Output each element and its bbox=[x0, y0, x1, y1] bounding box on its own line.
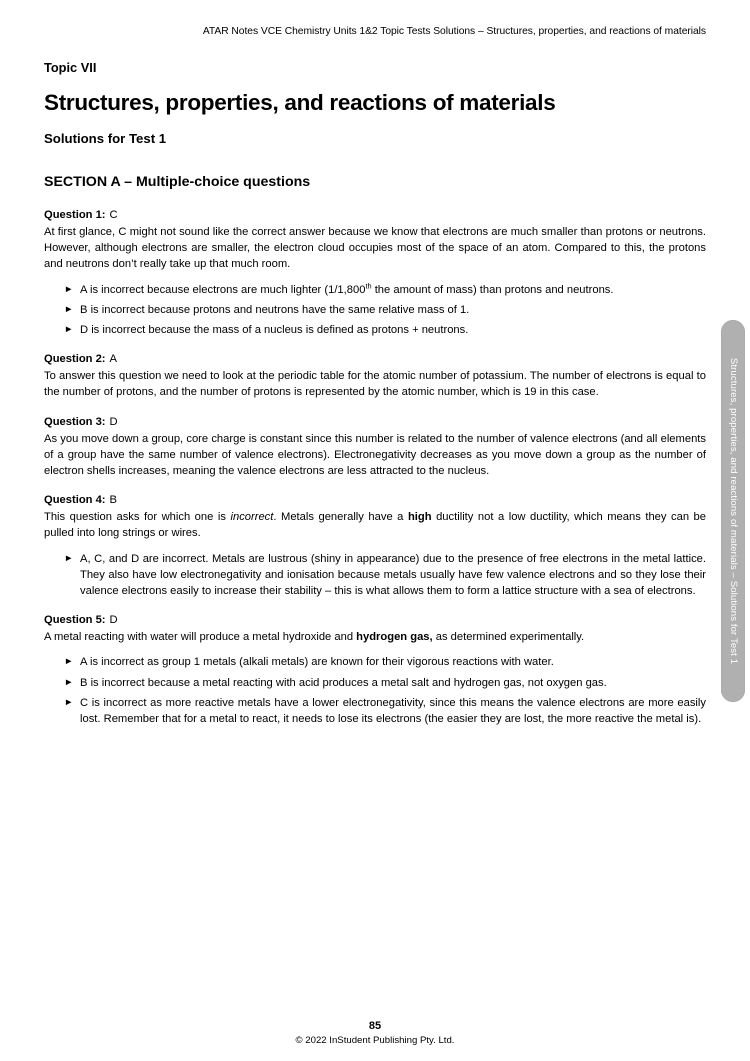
question-block bbox=[44, 415, 706, 480]
question-answer: D bbox=[109, 614, 118, 627]
question-heading bbox=[44, 613, 706, 628]
question-heading bbox=[44, 415, 706, 430]
list-item-text: A, C, and D are incorrect. Metals are lustrous (shiny in appearance) due to the presence of free electrons in the metal lattice. They also have low electronegativity and ionisation because metals usually have few valence electrons and so they lose their valence electrons easily to increase their stability – this is what allows them to form a lattice structure with a sea of electrons. bbox=[80, 552, 706, 598]
running-header: ATAR Notes VCE Chemistry Units 1&2 Topic Tests Solutions – Structures, properties, and reactions of materials bbox=[202, 26, 706, 37]
question-number: Question 2: bbox=[44, 353, 106, 366]
page-number: 85 bbox=[368, 1020, 382, 1032]
question-answer: B bbox=[109, 494, 118, 507]
topic-label: Topic VII bbox=[44, 60, 97, 75]
question-answer: D bbox=[109, 415, 118, 428]
question-number: Question 3: bbox=[44, 415, 106, 428]
question-number: Question 5: bbox=[44, 614, 106, 627]
document-content bbox=[44, 60, 706, 741]
superscript: th bbox=[365, 280, 372, 290]
list-item-text: B is incorrect because protons and neutrons have the same relative mass of 1. bbox=[80, 303, 470, 316]
question-explanation: At first glance, C might not sound like the correct answer because we know that electrons are much smaller than protons or neutrons. However, although electrons are smaller, the electron cloud occupies most of the space of an atom. Compared to this, the protons and neutrons don’t really take up that much room. bbox=[44, 226, 706, 271]
question-heading bbox=[44, 352, 706, 367]
list-item bbox=[44, 654, 706, 670]
list-item-text: C is incorrect as more reactive metals have a lower electronegativity, since this means the valence electrons are more easily lost. Remember that for a metal to react, it needs to lose its electrons (the easier they are lost, the more reactive the metal is). bbox=[80, 696, 706, 726]
list-item bbox=[44, 282, 706, 298]
side-tab-label: Structures, properties, and reactions of materials – Solutions for Test 1 bbox=[728, 357, 739, 665]
triangle-right-icon: ► bbox=[64, 324, 74, 336]
solutions-subtitle: Solutions for Test 1 bbox=[44, 131, 167, 146]
question-explanation: To answer this question we need to look at the periodic table for the atomic number of potassium. The number of electrons is equal to the number of protons, and the number of protons is represented by the atomic number, which is 19 in this case. bbox=[44, 370, 706, 399]
triangle-right-icon: ► bbox=[64, 676, 74, 688]
question-answer: A bbox=[109, 353, 118, 366]
questions-container bbox=[44, 208, 706, 727]
emphasis-italic: incorrect bbox=[230, 511, 274, 524]
list-item-text: B is incorrect because a metal reacting with acid produces a metal salt and hydrogen gas, not oxygen gas. bbox=[80, 676, 607, 689]
copyright-notice: © 2022 InStudent Publishing Pty. Ltd. bbox=[295, 1035, 455, 1046]
explanation-bullet-list bbox=[44, 282, 706, 339]
emphasis-bold: high bbox=[407, 511, 432, 524]
list-item-text: D is incorrect because the mass of a nucleus is defined as protons + neutrons. bbox=[80, 324, 469, 337]
list-item-text: A is incorrect as group 1 metals (alkali metals) are known for their vigorous reactions with water. bbox=[80, 656, 554, 669]
triangle-right-icon: ► bbox=[64, 656, 74, 668]
list-item-text: A is incorrect because electrons are much lighter (1/1,800th the amount of mass) than protons and neutrons. bbox=[80, 280, 614, 296]
question-block bbox=[44, 613, 706, 727]
side-tab bbox=[721, 320, 745, 702]
list-item bbox=[44, 695, 706, 727]
question-explanation: A metal reacting with water will produce a metal hydroxide and hydrogen gas, as determined experimentally. bbox=[44, 631, 585, 644]
list-item bbox=[44, 675, 706, 691]
triangle-right-icon: ► bbox=[64, 696, 74, 708]
list-item bbox=[44, 322, 706, 338]
question-heading bbox=[44, 208, 706, 223]
question-block bbox=[44, 352, 706, 400]
question-answer: C bbox=[109, 209, 118, 221]
question-number: Question 4: bbox=[44, 494, 106, 507]
section-heading: SECTION A – Multiple-choice questions bbox=[44, 174, 311, 190]
triangle-right-icon: ► bbox=[64, 283, 74, 295]
triangle-right-icon: ► bbox=[64, 552, 74, 564]
page-title: Structures, properties, and reactions of materials bbox=[44, 90, 556, 115]
question-block bbox=[44, 208, 706, 338]
explanation-bullet-list bbox=[44, 551, 706, 600]
list-item bbox=[44, 302, 706, 318]
emphasis-bold: hydrogen gas, bbox=[356, 631, 433, 644]
triangle-right-icon: ► bbox=[64, 303, 74, 315]
question-explanation: As you move down a group, core charge is constant since this number is related to the number of valence electrons (and all elements of a group have the same number of valence electrons). Electronegativity decreases as you move down a group as the number of electron shells increases, meaning the valence electrons are less attracted to the nucleus. bbox=[44, 432, 706, 478]
list-item bbox=[44, 551, 706, 600]
question-explanation: This question asks for which one is incorrect. Metals generally have a high ductility not a low ductility, which means they can be pulled into long strings or wires. bbox=[44, 511, 707, 540]
question-heading bbox=[44, 493, 706, 508]
question-number: Question 1: bbox=[44, 209, 106, 221]
question-block bbox=[44, 493, 706, 599]
page-footer bbox=[0, 1019, 750, 1047]
explanation-bullet-list bbox=[44, 654, 706, 727]
